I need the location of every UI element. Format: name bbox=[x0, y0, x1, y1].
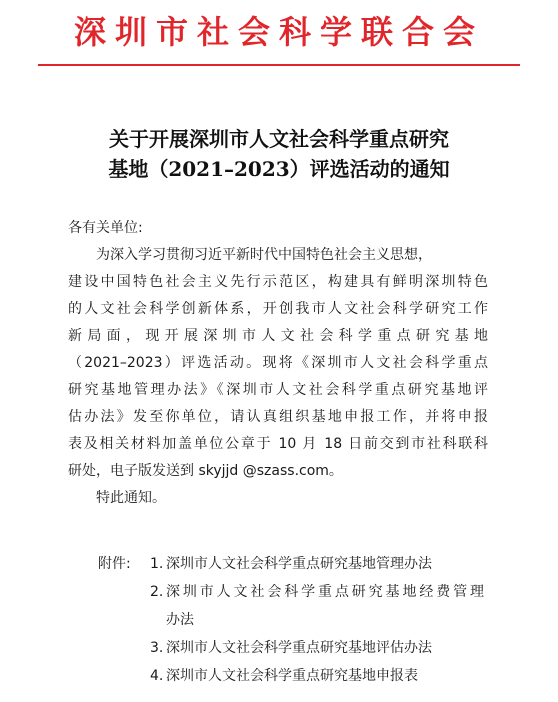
attachment-title: 深圳市人文社会科学重点研究基地评估办法 bbox=[166, 640, 432, 656]
attachment-item bbox=[98, 634, 498, 662]
body-line: 建设中国特色社会主义先行示范区，构建具有鲜明深圳特色 bbox=[68, 274, 488, 290]
attachment-item bbox=[98, 662, 498, 690]
attachment-number: 4. bbox=[150, 668, 164, 684]
attachment-number: 2. bbox=[150, 584, 164, 600]
attachments-list bbox=[98, 550, 498, 690]
attachment-number: 3. bbox=[150, 640, 164, 656]
body-line: 研处，电子版发送到 skyjjd @szass.com。 bbox=[68, 463, 343, 479]
body-line: 的人文社会科学创新体系，开创我市人文社会科学研究工作 bbox=[68, 301, 488, 317]
body-line: 估办法》发至你单位，请认真组织基地申报工作，并将申报 bbox=[68, 409, 488, 425]
attachment-number: 1. bbox=[150, 556, 164, 572]
attachment-title: 深圳市人文社会科学重点研究基地经费管理 bbox=[166, 584, 484, 600]
letterhead-org-name: 深圳市社会科学联合会 bbox=[73, 13, 484, 51]
title-line-1: 关于开展深圳市人文社会科学重点研究 bbox=[109, 127, 449, 151]
notice-body bbox=[68, 242, 488, 512]
body-line: 表及相关材料加盖单位公章于 10 月 18 日前交到市社科联科 bbox=[68, 436, 488, 452]
body-closing: 特此通知。 bbox=[96, 490, 166, 506]
attachment-title: 深圳市人文社会科学重点研究基地管理办法 bbox=[166, 556, 432, 572]
attachment-item bbox=[98, 550, 498, 578]
attachments-label: 附件: bbox=[98, 556, 131, 572]
attachment-item bbox=[98, 578, 498, 606]
attachment-title: 深圳市人文社会科学重点研究基地申报表 bbox=[166, 668, 418, 684]
attachment-item-continuation bbox=[98, 606, 498, 634]
letterhead-divider bbox=[38, 64, 520, 66]
body-line: 新局面，现开展深圳市人文社会科学重点研究基地 bbox=[68, 328, 488, 344]
salutation: 各有关单位: bbox=[68, 220, 143, 236]
body-line: （2021–2023）评选活动。现将《深圳市人文社会科学重点 bbox=[68, 355, 488, 371]
body-line: 研究基地管理办法》《深圳市人文社会科学重点研究基地评 bbox=[68, 382, 488, 398]
attachment-title-continuation: 办法 bbox=[166, 612, 194, 628]
body-line: 为深入学习贯彻习近平新时代中国特色社会主义思想， bbox=[96, 247, 432, 263]
title-line-2: 基地（2021–2023）评选活动的通知 bbox=[108, 157, 450, 181]
document-title bbox=[40, 124, 518, 184]
